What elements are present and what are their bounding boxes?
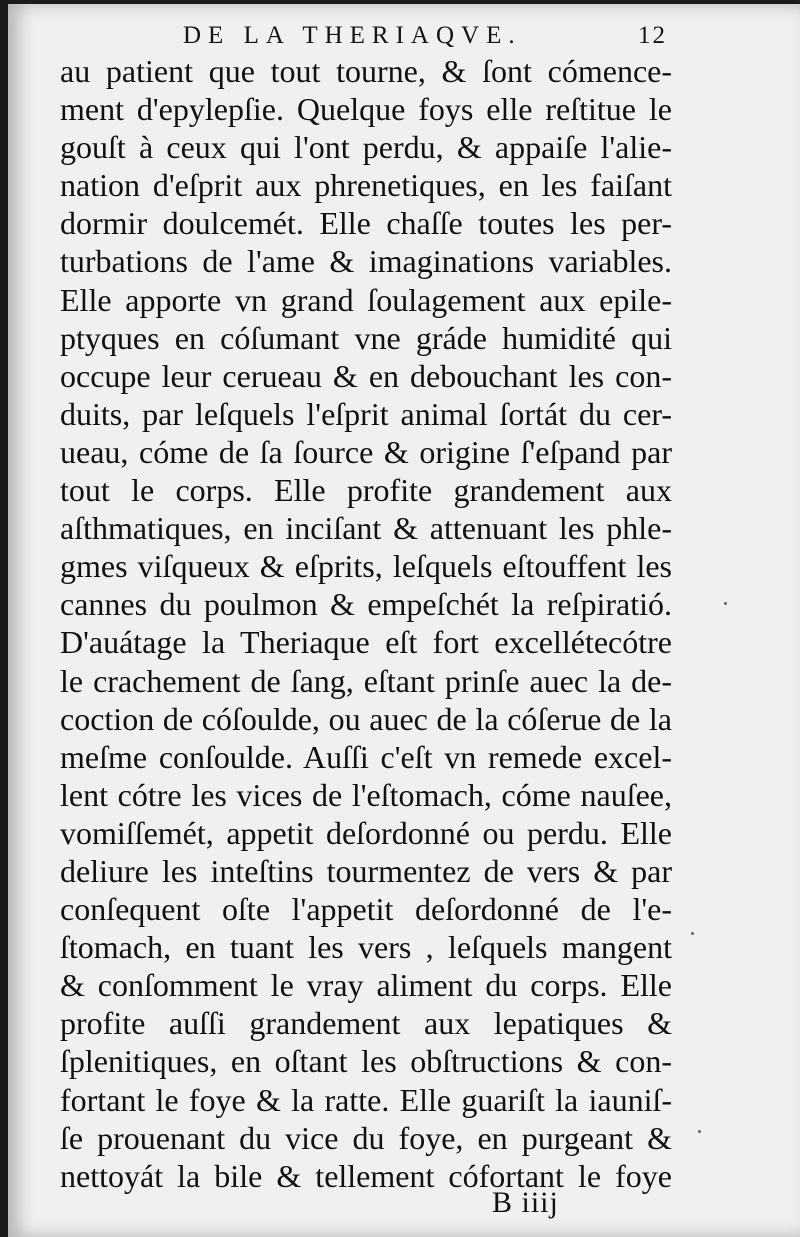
text-line: Elle apporte vn grand ſoulagement aux epile-	[60, 281, 672, 318]
text-line: ſplenitiques, en oſtant les obſtructions & con-	[60, 1043, 672, 1080]
running-head	[183, 22, 683, 56]
text-line: D'auátage la Theriaque eſt fort excellétecótre	[60, 624, 672, 661]
text-line: conſequent oſte l'appetit deſordonné de l'e-	[60, 891, 672, 928]
text-line: aſthmatiques, en inciſant & attenuant les phle-	[60, 510, 672, 547]
text-line: profite auſſi grandement aux lepatiques &	[60, 1005, 672, 1042]
text-line: deliure les inteſtins tourmentez de vers & par	[60, 852, 672, 889]
text-line: lent cótre les vices de l'eſtomach, cóme nauſee,	[60, 776, 672, 813]
text-line: ptyques en cóſumant vne gráde humidité qui	[60, 319, 672, 356]
text-line: vomiſſemét, appetit deſordonné ou perdu. Elle	[60, 814, 672, 851]
text-line: ſtomach, en tuant les vers , leſquels mangent	[60, 929, 672, 966]
text-line: nation d'eſprit aux phrenetiques, en les faiſant	[60, 167, 672, 204]
text-line: ueau, cóme de ſa ſource & origine ſ'eſpand par	[60, 433, 672, 470]
text-line: ment d'epylepſie. Quelque foys elle reſtitue le	[60, 91, 672, 128]
text-line: fortant le foye & la ratte. Elle guariſt la iauniſ-	[60, 1081, 672, 1118]
ink-speck	[698, 1130, 701, 1133]
text-line: gmes viſqueux & eſprits, leſquels eſtouffent les	[60, 548, 672, 585]
text-line: au patient que tout tourne, & ſont cómence-	[60, 53, 672, 89]
ink-speck	[724, 602, 727, 605]
page-number: 12	[638, 22, 667, 49]
running-title: DE LA THERIAQVE.	[183, 22, 522, 49]
text-line: tout le corps. Elle profite grandement aux	[60, 472, 672, 509]
ink-speck	[691, 932, 694, 935]
text-line: le crachement de ſang, eſtant prinſe auec la de-	[60, 662, 672, 699]
text-line: cannes du poulmon & empeſchét la reſpiratió.	[60, 586, 672, 623]
book-page	[8, 4, 800, 1237]
text-line: meſme conſoulde. Auſſi c'eſt vn remede excel-	[60, 738, 672, 775]
text-line: & conſomment le vray aliment du corps. Elle	[60, 967, 672, 1004]
signature-mark: B iiij	[492, 1186, 559, 1219]
text-line: duits, par leſquels l'eſprit animal ſortát du cer-	[60, 395, 672, 432]
text-line: dormir doulcemét. Elle chaſſe toutes les per-	[60, 205, 672, 242]
text-line: nettoyát la bile & tellement cófortant le foye	[60, 1157, 672, 1194]
text-line: coction de cóſoulde, ou auec de la cóſerue de la	[60, 700, 672, 737]
text-line: turbations de l'ame & imaginations variables.	[60, 243, 672, 280]
text-line: occupe leur cerueau & en debouchant les con-	[60, 357, 672, 394]
text-line: ſe prouenant du vice du foye, en purgeant &	[60, 1119, 672, 1156]
text-line: gouſt à ceux qui l'ont perdu, & appaiſe l'alie-	[60, 129, 672, 166]
body-text	[60, 52, 672, 1195]
